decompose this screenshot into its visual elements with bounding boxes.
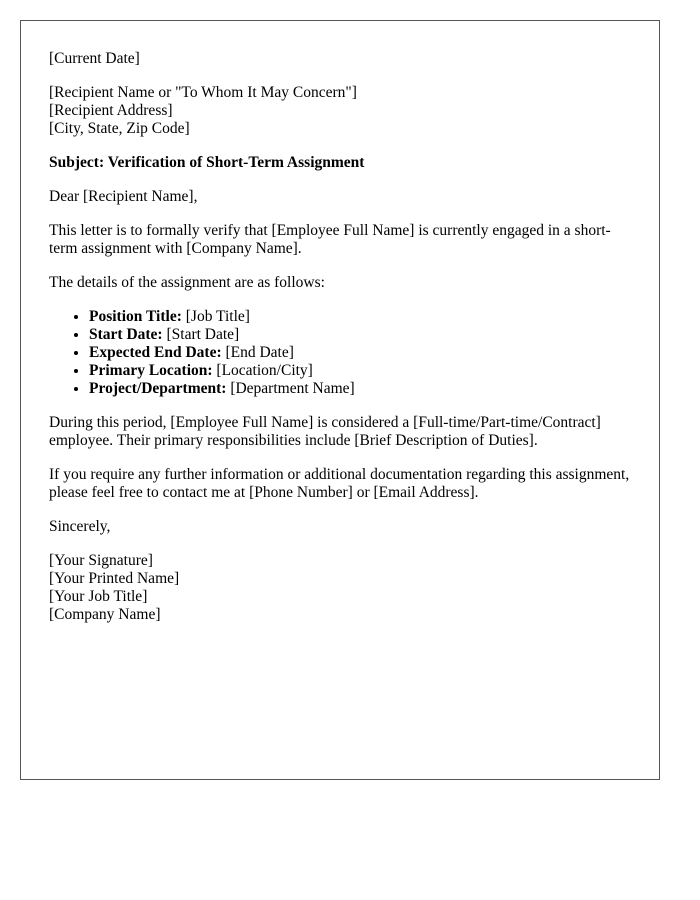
details-intro: The details of the assignment are as follows: [49, 274, 325, 291]
detail-label: Primary Location: [89, 362, 213, 379]
detail-item-start-date [89, 326, 631, 344]
letter-page [20, 20, 660, 780]
detail-value: [Start Date] [162, 326, 240, 343]
detail-item-primary-location [89, 362, 631, 380]
detail-label: Position Title: [89, 308, 182, 325]
letter-date: [Current Date] [49, 50, 140, 67]
period-paragraph: During this period, [Employee Full Name] is considered a [Full-time/Part-time/Contract] employee. Their primary responsibilities include [Brief Description of Duties]. [49, 414, 601, 449]
intro-paragraph: This letter is to formally verify that [Employee Full Name] is currently engaged in a short-term assignment with [Company Name]. [49, 222, 611, 257]
salutation: Dear [Recipient Name], [49, 188, 198, 205]
detail-label: Start Date: [89, 326, 163, 343]
subject-line: Subject: Verification of Short-Term Assignment [49, 154, 365, 171]
signature: [Your Signature] [49, 552, 153, 569]
detail-item-project-department [89, 380, 631, 398]
assignment-details-list [49, 308, 631, 398]
company-name: [Company Name] [49, 606, 161, 623]
job-title: [Your Job Title] [49, 588, 148, 605]
detail-item-position-title [89, 308, 631, 326]
detail-value: [Job Title] [181, 308, 250, 325]
recipient-block [49, 84, 631, 138]
recipient-city-state-zip: [City, State, Zip Code] [49, 120, 190, 137]
detail-label: Project/Department: [89, 380, 227, 397]
recipient-address: [Recipient Address] [49, 102, 173, 119]
detail-label: Expected End Date: [89, 344, 222, 361]
printed-name: [Your Printed Name] [49, 570, 180, 587]
recipient-name: [Recipient Name or "To Whom It May Concern"] [49, 84, 357, 101]
detail-item-expected-end-date [89, 344, 631, 362]
detail-value: [End Date] [221, 344, 294, 361]
closing: Sincerely, [49, 518, 111, 535]
detail-value: [Department Name] [226, 380, 355, 397]
signature-block [49, 552, 631, 624]
contact-paragraph: If you require any further information or additional documentation regarding this assignment, please feel free to contact me at [Phone Number] or [Email Address]. [49, 466, 630, 501]
detail-value: [Location/City] [212, 362, 313, 379]
